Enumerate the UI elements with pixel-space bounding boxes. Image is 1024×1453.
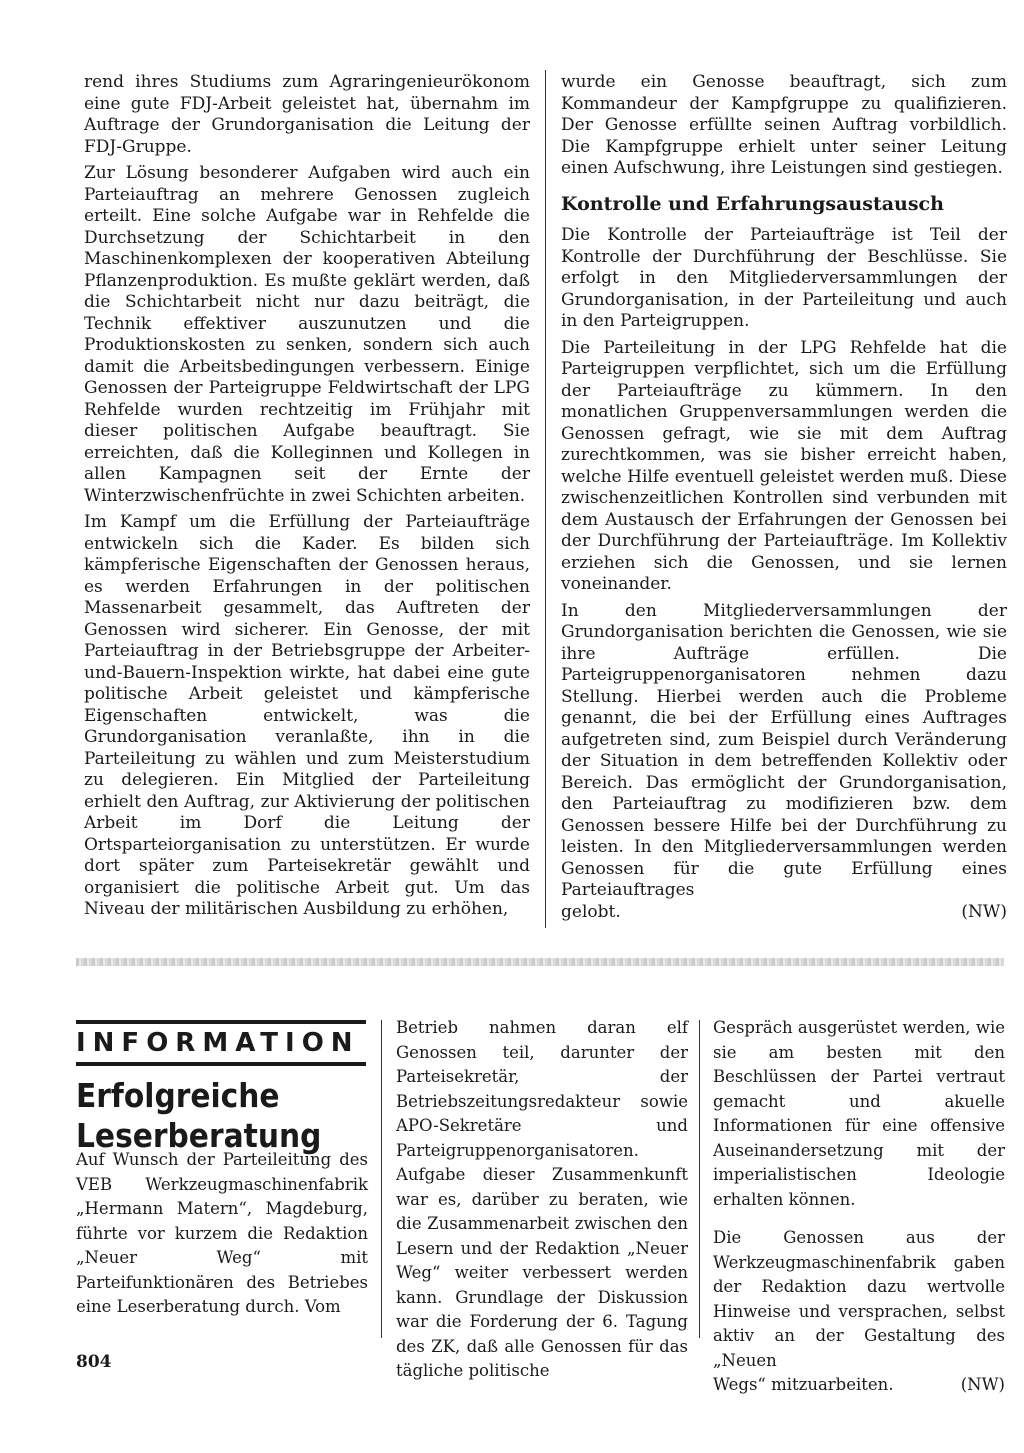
last-line-text: gelobt. bbox=[561, 901, 621, 922]
article-column-1 bbox=[84, 72, 530, 926]
paragraph: Zur Lösung besonderer Aufgaben wird auch ein Parteiauftrag an mehrere Genossen zugleich erteilt. Eine solche Aufgabe war in Rehfelde die Durchsetzung der Schichtarbeit in den Maschinenkomplexen der kooperativen Abteilung Pflanzenproduktion. Es mußte geklärt werden, daß die Schichtarbeit nicht nur dazu beiträgt, die Technik effektiver auszunutzen und die Produktionskosten zu senken, sondern sich auch damit die Arbeitsbedingungen verbessern. Einige Genossen der Parteigruppe Feldwirtschaft der LPG Rehfelde wurden rechtzeitig im Frühjahr mit dieser politischen Aufgabe beauftragt. Sie erreichten, daß die Kolleginnen und Kollegen in allen Kampagnen seit der Ernte der Winterzwischenfrüchte in zwei Schichten arbeiten. bbox=[84, 163, 530, 506]
last-line-text: Wegs“ mitzuarbeiten. bbox=[713, 1375, 894, 1394]
info-column-2 bbox=[396, 1016, 688, 1389]
information-header bbox=[76, 1020, 366, 1156]
column-divider bbox=[699, 1020, 700, 1338]
rule-bottom bbox=[76, 1062, 366, 1066]
paragraph: Die Parteileitung in der LPG Rehfelde hat die Parteigruppen verpflichtet, sich um die Erfüllung der Parteiaufträge zu kümmern. In den monatlichen Gruppenversammlungen werden die Genossen gefragt, wie sie mit dem Auftrag zurechtkommen, was sie bisher erreicht haben, welche Hilfe eventuell geleistet werden muß. Diese zwischenzeitlichen Kontrollen sind verbunden mit dem Austausch der Erfahrungen der Genossen bei der Durchführung der Parteiaufträge. Im Kollektiv erziehen sich die Genossen, und sie lernen voneinander. bbox=[561, 337, 1007, 594]
paragraph: Die Genossen aus der Werkzeugmaschinenfabrik gaben der Redaktion dazu wertvolle Hinweise und versprachen, selbst aktiv an der Gestaltung des „Neuen bbox=[713, 1228, 1005, 1370]
paragraph: Gespräch ausgerüstet werden, wie sie am besten mit den Beschlüssen der Partei vertraut gemacht und akuelle Informationen für eine offensive Auseinandersetzung mit der imperialistischen Ideologie erhalten können. bbox=[713, 1018, 1005, 1209]
article-headline bbox=[76, 1076, 373, 1156]
rule-top bbox=[76, 1020, 366, 1024]
article-end-line bbox=[561, 902, 1007, 924]
column-divider bbox=[545, 70, 546, 928]
paragraph: In den Mitgliederversammlungen der Grundorganisation berichten die Genossen, wie sie ihre Aufträge erfüllen. Die Parteigruppenorganisatoren nehmen dazu Stellung. Hierbei werden auch die Probleme genannt, die bei der Erfüllung eines Auftrages aufgetreten sind, zum Beispiel durch Veränderung der Situation in dem betreffenden Kollektiv oder Bereich. Das ermöglicht der Grundorganisation, den Parteiauftrag zu modifizieren bzw. dem Genossen bessere Hilfe bei der Durchführung zu leisten. In den Mitgliederversammlungen werden Genossen für die gute Erfüllung eines Parteiauftrages bbox=[561, 600, 1007, 900]
info-column-1 bbox=[76, 1148, 368, 1325]
info-column-3 bbox=[713, 1016, 1005, 1398]
column-divider bbox=[381, 1020, 382, 1338]
paragraph: Im Kampf um die Erfüllung der Parteiaufträge entwickeln sich die Kader. Es bilden sich kämpferische Eigenschaften der Genossen heraus, es werden Erfahrungen in der politischen Massenarbeit gesammelt, das Auftreten der Genossen wird sicherer. Ein Genosse, der mit Parteiauftrag in der Betriebsgruppe der Arbeiter-und-Bauern-Inspektion wirkte, hat dabei eine gute politische Arbeit geleistet und kämpferische Eigenschaften entwickelt, was die Grundorganisation veranlaßte, ihn in die Parteileitung zu wählen und zum Meisterstudium zu delegieren. Ein Mitglied der Parteileitung erhielt den Auftrag, zur Aktivierung der politischen Arbeit im Dorf die Leitung der Ortsparteiorganisation zu unterstützen. Er wurde dort später zum Parteisekretär gewählt und organisiert die politische Arbeit gut. Um das Niveau der militärischen Ausbildung zu erhöhen, bbox=[84, 512, 530, 919]
paragraph: Betrieb nahmen daran elf Genossen teil, darunter der Parteisekretär, der Betriebszeitungsredakteur sowie APO-Sekretäre und Parteigruppenorganisatoren. Aufgabe dieser Zusammenkunft war es, darüber zu beraten, wie die Zusammenarbeit zwischen den Lesern und der Redaktion „Neuer Weg“ weiter verbessert werden kann. Grundlage der Diskussion war die Forderung der 6. Tagung des ZK, daß alle Genossen für das tägliche politische bbox=[396, 1018, 688, 1380]
paragraph: rend ihres Studiums zum Agraringenieurökonom eine gute FDJ-Arbeit geleistet hat, übernahm im Auftrage der Grundorganisation die Leitung der FDJ-Gruppe. bbox=[84, 72, 530, 157]
headline-line-2: Leserberatung bbox=[76, 1116, 322, 1155]
paragraph: Die Kontrolle der Parteiaufträge ist Teil der Kontrolle der Durchführung der Beschlüsse. Sie erfolgt in den Mitgliederversammlungen der Grundorganisation, in der Parteileitung und auch in den Parteigruppen. bbox=[561, 225, 1007, 331]
author-signature: (NW) bbox=[961, 901, 1007, 922]
section-separator bbox=[76, 958, 1004, 966]
headline-line-1: Erfolgreiche bbox=[76, 1076, 280, 1115]
page-number: 804 bbox=[76, 1352, 112, 1372]
section-subheading: Kontrolle und Erfahrungsaustausch bbox=[561, 192, 944, 215]
paragraph: wurde ein Genosse beauftragt, sich zum Kommandeur der Kampfgruppe zu qualifizieren. Der Genosse erfüllte seinen Auftrag vorbildlich. Die Kampfgruppe erhielt unter seiner Leitung einen Aufschwung, ihre Leistungen sind gestiegen. bbox=[561, 72, 1007, 178]
article-end-line bbox=[713, 1373, 1005, 1398]
section-label: INFORMATION bbox=[76, 1028, 360, 1058]
paragraph: Auf Wunsch der Parteileitung des VEB Werkzeugmaschinenfabrik „Hermann Matern“, Magdeburg, führte vor kurzem die Redaktion „Neuer Weg“ mit Parteifunktionären des Betriebes eine Leserberatung durch. Vom bbox=[76, 1150, 368, 1316]
author-signature: (NW) bbox=[960, 1375, 1005, 1394]
article-column-2 bbox=[561, 72, 1007, 923]
